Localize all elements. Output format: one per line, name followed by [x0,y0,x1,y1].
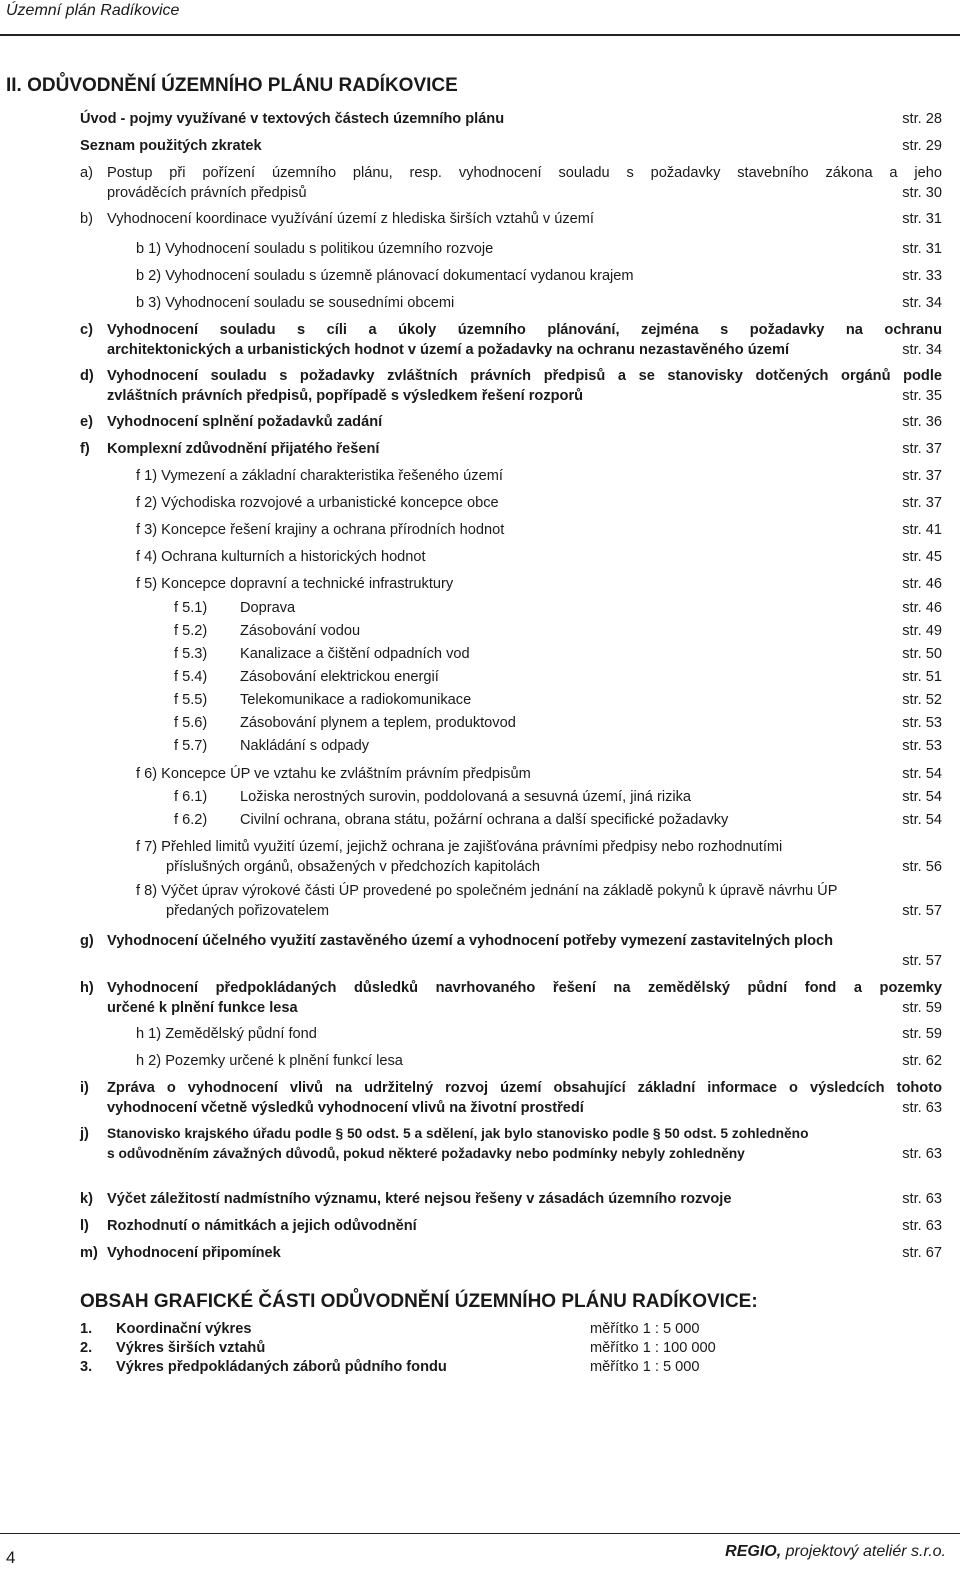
toc-subentry-num: f 5.1) [174,600,208,616]
page-ref: str. 29 [898,136,942,156]
page-ref: str. 54 [902,766,942,782]
page-ref: str. 57 [902,953,942,969]
graphic-item-number: 2. [80,1340,93,1356]
toc-entry-k: k) Výčet záležitostí nadmístního významu, které nejsou řešeny v zásadách územního rozvoje str. 63 [80,1191,942,1207]
entry-label: a) [80,165,93,181]
toc-entry-m: m) Vyhodnocení připomínek str. 67 [80,1245,942,1261]
toc-entry-e: e) Vyhodnocení splnění požadavků zadání str. 36 [80,414,942,430]
toc-entry-b: b) Vyhodnocení koordinace využívání území z hlediska širších vztahů v území str. 31 [80,211,942,227]
toc-subentry-text: Doprava [240,600,296,616]
page-ref: str. 63 [898,1144,942,1164]
page-ref: str. 45 [902,549,942,565]
page-ref: str. 56 [902,859,942,875]
graphic-item-number: 3. [80,1359,93,1375]
toc-subentry-text: Telekomunikace a radiokomunikace [240,692,472,708]
entry-label: h) [80,980,94,996]
page-number: 4 [6,1548,16,1567]
entry-label: j) [80,1126,89,1142]
header-divider [0,34,960,36]
page-ref: str. 30 [898,183,942,203]
toc-entry-f1: f 1) Vymezení a základní charakteristika řešeného území [136,468,503,484]
page-ref: str. 31 [902,241,942,257]
toc-entry-j: j) Stanovisko krajského úřadu podle § 50 odst. 5 a sdělení, jak bylo stanovisko podle § 50 odst. 5 zohledněno s odůvodněním závažných důvodů, pokud některé požadavky nebo podmínky nebyly zohledněny str. 63 [80,1126,942,1162]
toc-subentry-text: Nakládání s odpady [240,738,369,754]
entry-label: b) [80,211,93,227]
toc-subentry-num: f 5.2) [174,623,208,639]
company-suffix: projektový ateliér s.r.o. [781,1543,946,1560]
toc-subentry-num: f 6.1) [174,789,208,805]
toc-entry-a: a) Postup při pořízení územního plánu, resp. vyhodnocení souladu s požadavky stavebního zákona a jeho prováděcích právních předpisů str. 30 [80,165,942,201]
toc-entry-f: f) Komplexní zdůvodnění přijatého řešení str. 37 [80,441,942,457]
toc-subentry-text: Zásobování vodou [240,623,361,639]
toc-subentry-text: Ložiska nerostných surovin, poddolovaná a sesuvná území, jiná rizika [240,789,692,805]
toc-entry-b2: b 2) Vyhodnocení souladu s územně plánovací dokumentací vydanou krajem [136,268,634,284]
page-ref: str. 37 [902,468,942,484]
graphic-item-name: Koordinační výkres [116,1321,252,1337]
page-ref: str. 28 [898,109,942,129]
footer-company [725,1543,946,1561]
page-ref: str. 63 [898,1098,942,1118]
toc-entry-h2: h 2) Pozemky určené k plnění funkcí lesa [136,1053,403,1069]
entry-label: m) [80,1245,98,1261]
graphic-item-scale: měřítko 1 : 5 000 [590,1321,700,1337]
page-ref: str. 36 [898,412,942,432]
document-header: Územní plán Radíkovice [6,2,180,19]
entry-label: c) [80,322,93,338]
toc-entry-f2: f 2) Východiska rozvojové a urbanistické koncepce obce [136,495,499,511]
page-ref: str. 35 [898,386,942,406]
page-ref: str. 37 [902,495,942,511]
page-ref: str. 67 [898,1243,942,1263]
graphic-item-name: Výkres širších vztahů [116,1340,266,1356]
toc-entry-f5: f 5) Koncepce dopravní a technické infrastruktury [136,576,454,592]
toc-subentry-num: f 5.6) [174,715,208,731]
toc-entry-f8: f 8) Výčet úprav výrokové části ÚP provedené po společném jednání na základě pokynů k úpravě návrhu ÚP předaných pořizovatelem [136,883,838,919]
toc-subentry-text: Kanalizace a čištění odpadních vod [240,646,470,662]
toc-entry-b3: b 3) Vyhodnocení souladu se sousedními obcemi [136,295,455,311]
page-ref: str. 52 [902,692,942,708]
page-ref: str. 54 [902,812,942,828]
entry-label: d) [80,368,94,384]
entry-label: i) [80,1080,89,1096]
page-ref: str. 41 [902,522,942,538]
toc-subentry-num: f 5.3) [174,646,208,662]
page-ref: str. 34 [902,295,942,311]
page-ref: str. 46 [902,600,942,616]
toc-entry-seznam: Seznam použitých zkratek str. 29 [80,138,942,154]
toc-entry-h: h) Vyhodnocení předpokládaných důsledků navrhovaného řešení na zemědělský půdní fond a pozemky určené k plnění funkce lesa str. 59 [80,980,942,1016]
page-ref: str. 33 [902,268,942,284]
toc-subentry-num: f 5.5) [174,692,208,708]
toc-entry-h1: h 1) Zemědělský půdní fond [136,1026,317,1042]
page-ref: str. 59 [898,998,942,1018]
page-ref: str. 62 [902,1053,942,1069]
toc-subentry-num: f 6.2) [174,812,208,828]
page-ref: str. 49 [902,623,942,639]
toc-entry-l: l) Rozhodnutí o námitkách a jejich odůvodnění str. 63 [80,1218,942,1234]
graphic-item-scale: měřítko 1 : 100 000 [590,1340,716,1356]
page-ref: str. 59 [902,1026,942,1042]
toc-entry-f6: f 6) Koncepce ÚP ve vztahu ke zvláštním právním předpisům [136,766,531,782]
footer-divider [0,1533,960,1534]
entry-label: k) [80,1191,93,1207]
company-name: REGIO, [725,1543,782,1560]
graphic-item-scale: měřítko 1 : 5 000 [590,1359,700,1375]
section-title: II. ODŮVODNĚNÍ ÚZEMNÍHO PLÁNU RADÍKOVICE [6,75,458,96]
page-ref: str. 51 [902,669,942,685]
toc-entry-f7: f 7) Přehled limitů využití území, jejichž ochrana je zajišťována právními předpisy nebo rozhodnutími příslušných orgánů, obsažených v předchozích kapitolách [136,839,783,875]
toc-entry-b1: b 1) Vyhodnocení souladu s politikou územního rozvoje [136,241,494,257]
toc-entry-i: i) Zpráva o vyhodnocení vlivů na udržitelný rozvoj území obsahující základní informace o výsledcích tohoto vyhodnocení včetně výsledků vyhodnocení vlivů na životní prostředí str. 63 [80,1080,942,1116]
entry-label: l) [80,1218,89,1234]
toc-subentry-num: f 5.7) [174,738,208,754]
page-ref: str. 34 [898,340,942,360]
page-ref: str. 53 [902,715,942,731]
toc-entry-d: d) Vyhodnocení souladu s požadavky zvláštních právních předpisů a se stanovisky dotčených orgánů podle zvláštních právních předpisů, popřípadě s výsledkem řešení rozporů str. 35 [80,368,942,404]
page-ref: str. 57 [902,903,942,919]
page-ref: str. 37 [898,439,942,459]
graphic-item-number: 1. [80,1321,93,1337]
entry-label: e) [80,414,93,430]
entry-label: f) [80,441,90,457]
page-ref: str. 54 [902,789,942,805]
toc-subentry-text: Civilní ochrana, obrana státu, požární ochrana a další specifické požadavky [240,812,729,828]
page-ref: str. 46 [902,576,942,592]
entry-label: g) [80,933,94,949]
toc-entry-g: g) Vyhodnocení účelného využití zastavěného území a vyhodnocení potřeby vymezení zastavitelných ploch [80,933,834,949]
toc-entry-f3: f 3) Koncepce řešení krajiny a ochrana přírodních hodnot [136,522,505,538]
toc-entry-f4: f 4) Ochrana kulturních a historických hodnot [136,549,426,565]
page-ref: str. 63 [898,1216,942,1236]
graphic-section-title: OBSAH GRAFICKÉ ČÁSTI ODŮVODNĚNÍ ÚZEMNÍHO PLÁNU RADÍKOVICE: [80,1291,758,1312]
toc-entry-uvod: Úvod - pojmy využívané v textových částech územního plánu str. 28 [80,111,942,127]
toc-subentry-num: f 5.4) [174,669,208,685]
graphic-item-name: Výkres předpokládaných záborů půdního fondu [116,1359,447,1375]
page-ref: str. 31 [898,209,942,229]
toc-entry-c: c) Vyhodnocení souladu s cíli a úkoly územního plánování, zejména s požadavky na ochranu architektonických a urbanistických hodnot v území a požadavky na ochranu nezastavěného území str. 34 [80,322,942,358]
toc-subentry-text: Zásobování elektrickou energií [240,669,439,685]
page-ref: str. 63 [898,1189,942,1209]
toc-subentry-text: Zásobování plynem a teplem, produktovod [240,715,516,731]
page-ref: str. 50 [902,646,942,662]
page-ref: str. 53 [902,738,942,754]
